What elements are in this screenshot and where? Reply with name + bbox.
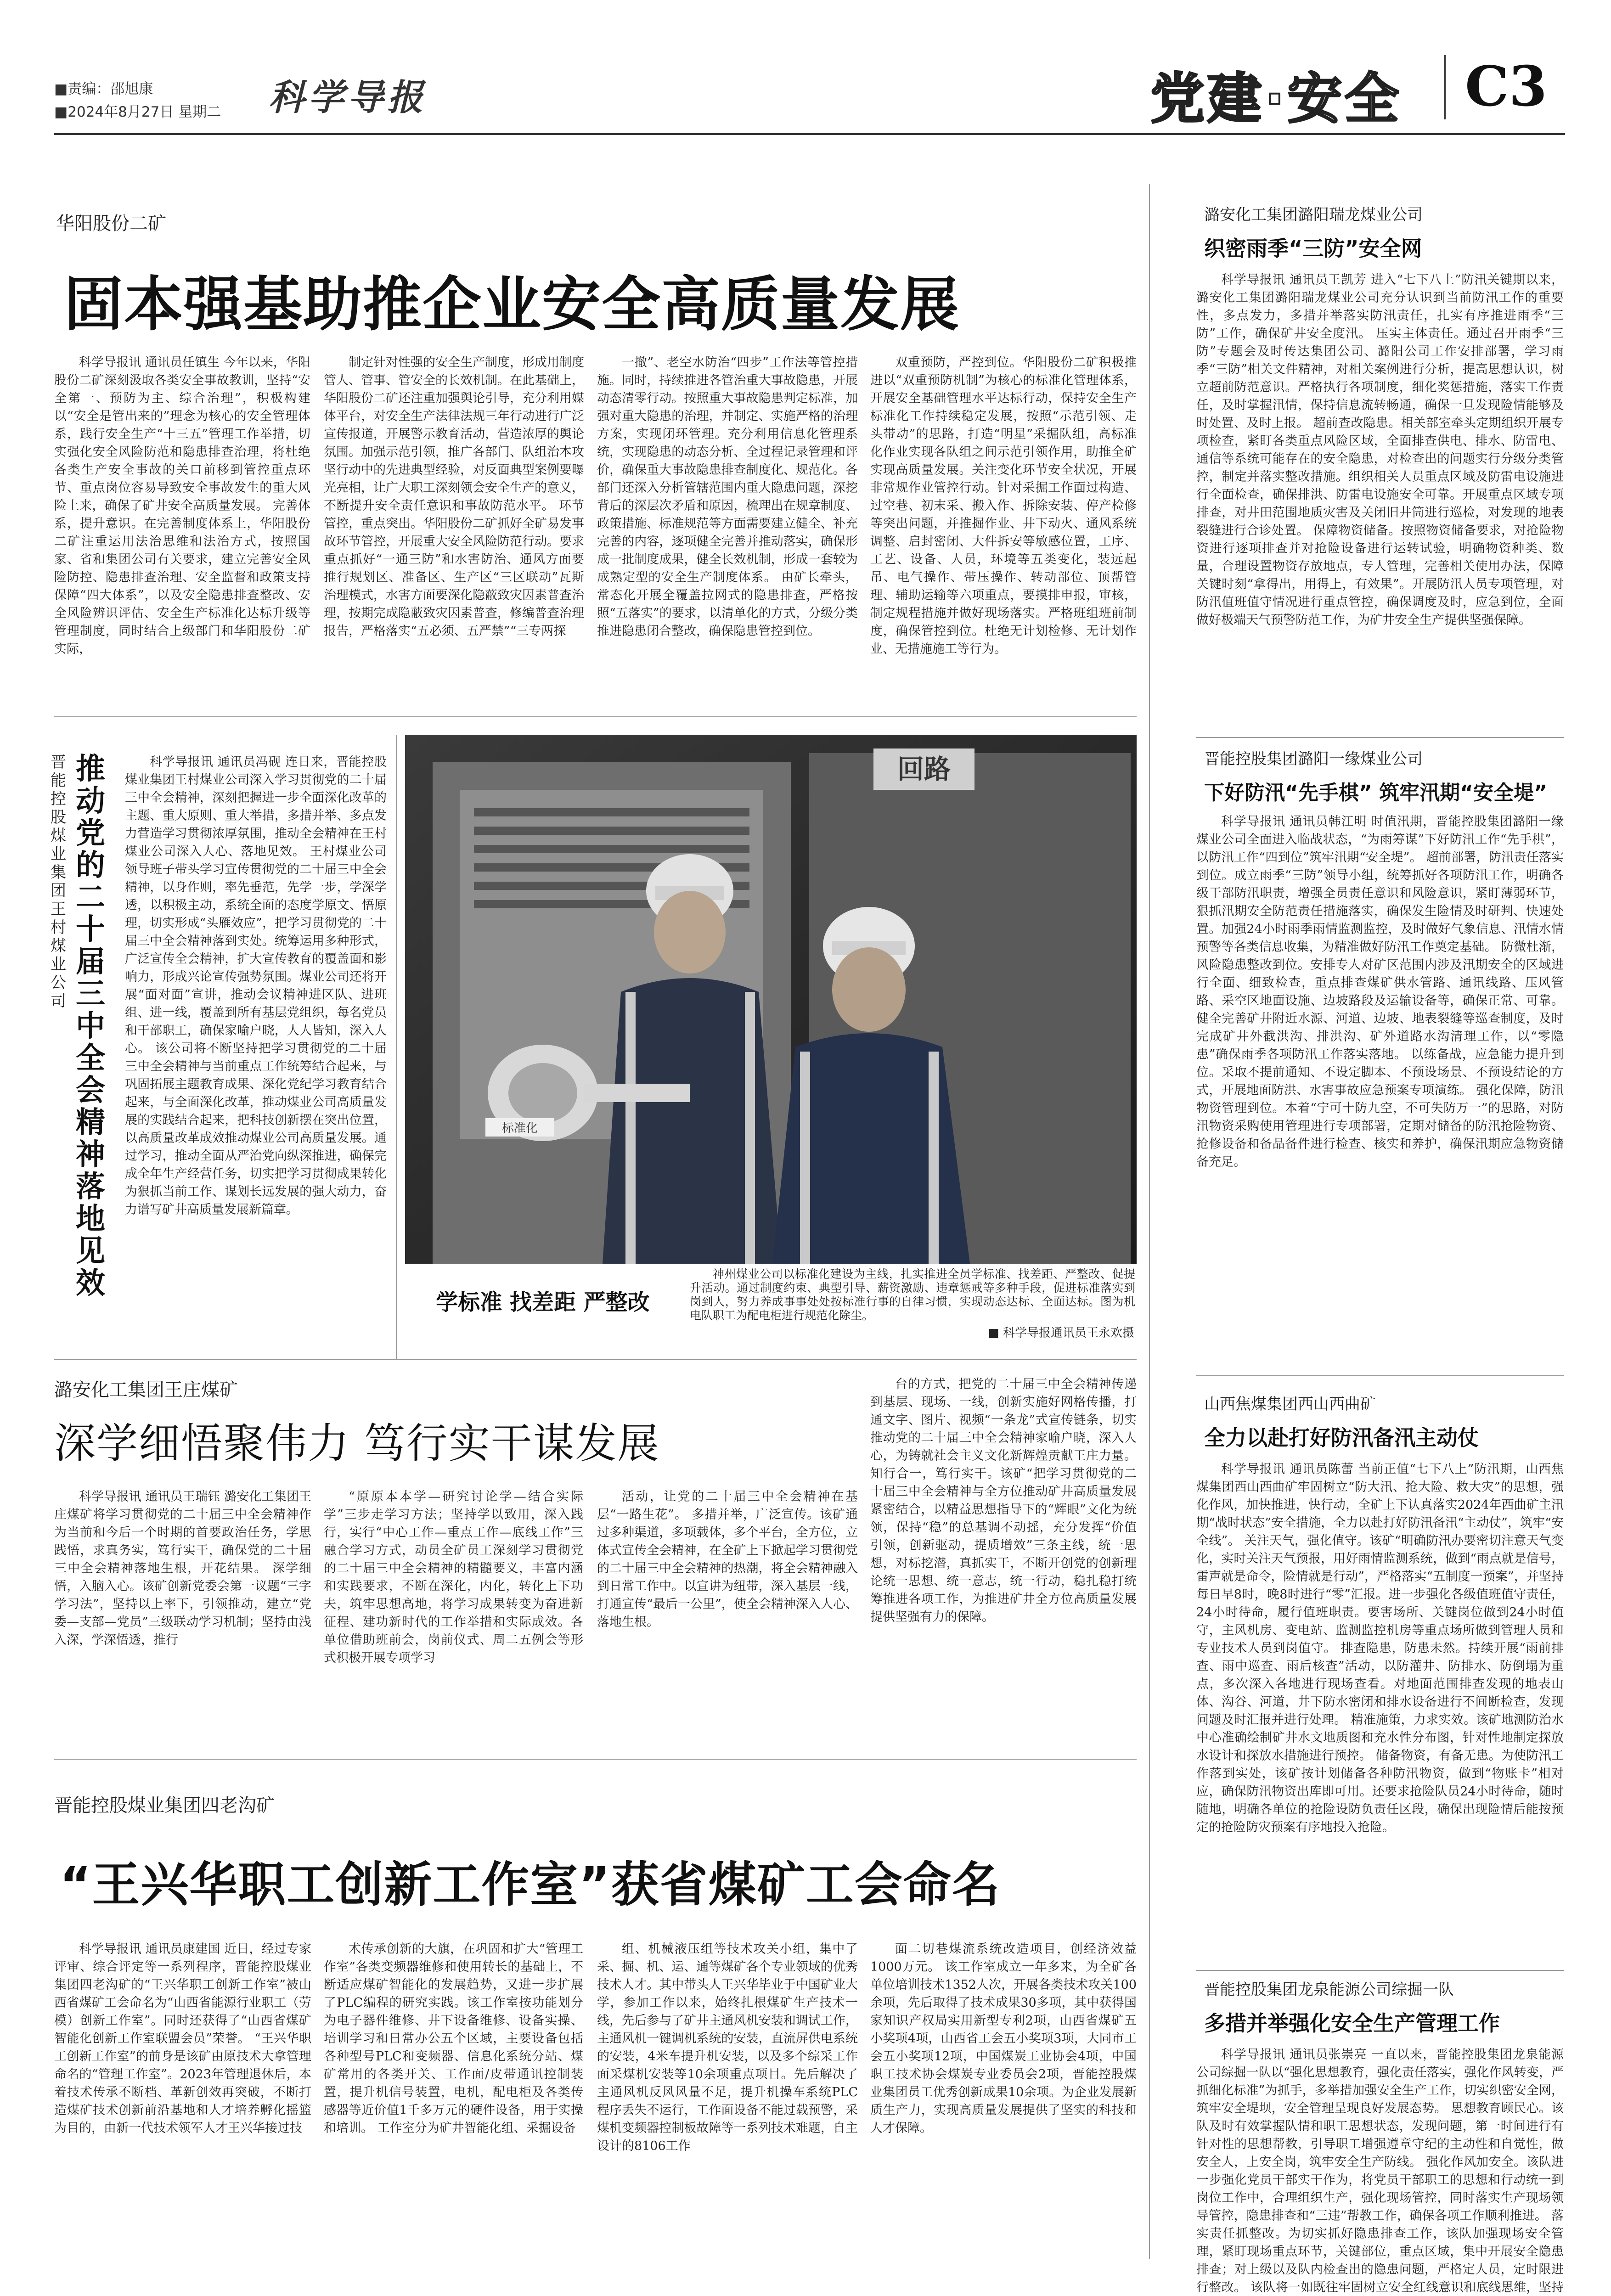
section-divider <box>1444 55 1446 119</box>
a3-kicker: 潞安化工集团王庄煤矿 <box>54 1379 238 1401</box>
date-line: ■2024年8月27日 星期二 <box>54 104 221 120</box>
r2-kicker: 晋能控股集团潞阳一缘煤业公司 <box>1204 750 1423 768</box>
photo-caption: 神州煤业公司以标准化建设为主线，扎实推进全员学标准、找差距、严整改、促提升活动。通过制度约束、典型引导、薪资激励、违章惩戒等多种手段，促进标准落实到岗到人，努力养成事事处处按标准行事的自律习惯，实现动态达标、全面达标。图为机电队职工为配电柜进行规范化除尘。 <box>690 1267 1135 1322</box>
a1-col2: 制定针对性强的安全生产制度，形成用制度管人、管事、管安全的长效机制。在此基础上，华阳股份二矿还注重加强舆论引导，充分利用媒体平台，对安全生产法律法规三年行动进行广泛宣传报道，开展警示教育活动，营造浓厚的舆论氛围。加强示范引领，推广各部门、队组治本攻坚行动中的先进典型经验，对反面典型案例要曝光亮相，让广大职工深刻领会安全生产的意义，不断提升安全责任意识和事故防范水平。 环节管控，重点突出。华阳股份二矿抓好全矿易发事故环节管控，开展重大安全风险防范行动。要求重点抓好“一通三防”和水害防治、通风方面要推行规划区、准备区、生产区“三区联动”瓦斯治理模式，水害方面要深化隐蔽致灾因素普查治理，按期完成隐蔽致灾因素普查，修编普查治理报告，严格落实“五必须、五严禁”“三专两探 <box>324 355 584 638</box>
photo-caption-box <box>681 1264 1137 1341</box>
paper-name-logo: 科学导报 <box>269 77 427 118</box>
section-title: 党建·安全 <box>1150 67 1402 130</box>
r2-body: 科学导报讯 通讯员韩江明 时值汛期，晋能控股集团潞阳一缘煤业公司全面进入临战状态，“为雨筹谋”下好防汛工作“先手棋”，以防汛工作“四到位”筑牢汛期“安全堤”。 超前部署，防汛责任落实到位。成立雨季“三防”领导小组，统筹抓好各项防汛工作，明确各级干部防汛职责，增强全员责任意识和风险意识，紧盯薄弱环节，狠抓汛期安全防范责任措施落实，确保发生险情及时研判、快速处置。加强24小时雨季雨情监测监控，及时做好气象信息、汛情水情预警等各类信息收集，为精准做好防汛工作奠定基础。 防微杜渐，风险隐患整改到位。安排专人对矿区范围内涉及汛期安全的区域进行全面、细致检查，重点排查煤矿供水管路、通讯线路、压风管路、采空区地面设施、边坡路段及运输设备等，确保正常、可靠。健全完善矿井附近水源、河道、边坡、地表裂缝等巡查制度，及时完成矿井外截洪沟、排洪沟、矿外道路水沟清理工作，以“零隐患”确保雨季各项防汛工作落实落地。 以练备战，应急能力提升到位。采取不提前通知、不设定脚本、不预设场景、不预设结论的方式，开展地面防洪、水害事故应急预案专项演练。 强化保障，防汛物资管理到位。本着“宁可十防九空，不可失防万一”的思路，对防汛物资采购使用管理进行专项部署，定期对储备的防汛抢险物资、抢修设备和备品备件进行检查、核实和养护，确保汛期应急物资储备充足。 <box>1196 815 1564 1169</box>
r2-bottom-rule <box>1196 1375 1564 1376</box>
r1-title: 织密雨季“三防”安全网 <box>1204 236 1422 261</box>
a3-col3: 活动，让党的二十届三中全会精神在基层“一路生花”。 多措并举，广泛宣传。该矿通过多种渠道，多项载体，多个平台，全方位，立体式宣传全会精神，在全矿上下掀起学习贯彻党的二十届三中全会精神的热潮，将全会精神融入到日常工作中。以宣讲为纽带，深入基层一线，打通宣传“最后一公里”，使全会精神深入人心、落地生根。 <box>597 1490 858 1629</box>
sign-text: 回路 <box>897 754 951 785</box>
r1-kicker: 潞安化工集团潞阳瑞龙煤业公司 <box>1204 206 1423 224</box>
r3-title: 全力以赴打好防汛备汛主动仗 <box>1204 1425 1479 1450</box>
r2-title: 下好防汛“先手棋” 筑牢汛期“安全堤” <box>1204 781 1547 805</box>
a1-col3: 一撤”、老空水防治“四步”工作法等管控措施。同时，持续推进各管治重大事故隐患，开展动态清零行动。按照重大事故隐患判定标准，加强对重大隐患的治理，并制定、实施严格的治理方案，实现闭环管理。充分利用信息化管理系统，实现隐患的动态分析、全过程记录管理和评价，确保重大事故隐患排查制度化、规范化。各部门还深入分析管辖范围内重大隐患问题，深挖背后的深层次矛盾和原因，梳理出在规章制度、政策措施、标准规范等方面需要建立健全、补充完善的内容，逐项健全完善并推动落实，确保形成一批制度成果，健全长效机制，形成一套较为成熟定型的安全生产制度体系。 由矿长牵头，常态化开展全覆盖拉网式的隐患排查，严格按照“五落实”的要求，以清单化的方式，分级分类推进隐患闭合整改，确保隐患管控到位。 <box>597 355 858 638</box>
a2-right-rule <box>396 735 397 1359</box>
a4-kicker: 晋能控股煤业集团四老沟矿 <box>54 1795 275 1816</box>
r1-body: 科学导报讯 通讯员王凯芳 进入“七下八上”防汛关键期以来，潞安化工集团潞阳瑞龙煤业公司充分认识到当前防汛工作的重要性，多点发力，多措并举落实防汛责任，扎实有序推进雨季“三防”工作，确保矿井安全度汛。 压实主体责任。通过召开雨季“三防”专题会及时传达集团公司、潞阳公司工作安排部署，学习雨季“三防”相关文件精神，对相关案例进行分析，提高思想认识，树立超前防范意识。严格执行各项制度，细化奖惩措施，落实工作责任，及时掌握汛情，保持信息流转畅通，确保一旦发现险情能够及时处置、及时上报。 超前查改隐患。相关部室牵头定期组织开展专项检查，紧盯各类重点风险区域，全面排查供电、排水、防雷电、通信等系统可能存在的安全隐患，对检查出的问题实行分级分类管控，制定并落实整改措施。组织相关人员重点区域及防雷电设施进行全面检查，确保排洪、防雷电设施安全可靠。开展重点区域专项排查，对井田范围地质灾害及关闭旧井筒进行巡检，对发现的地表裂缝进行合诊处置。 保障物资储备。按照物资储备要求，对抢险物资进行逐项排查并对抢险设备进行运转试验，明确物资种类、数量，合理设置物资存放地点，专人管理，完善相关使用办法，保障关键时刻“拿得出，用得上，有效果”。开展防汛人员专项管理，对防汛值班值守情况进行重点管控，确保调度及时，应急到位，全面做好极端天气预警防范工作，为矿井安全生产提供坚强保障。 <box>1196 273 1564 627</box>
r3-kicker: 山西焦煤集团西山西曲矿 <box>1204 1395 1376 1413</box>
a2-kicker: 晋能控股煤业集团王村煤业公司 <box>51 753 66 1010</box>
a3-bottom-rule <box>54 1759 1137 1760</box>
a1-kicker: 华阳股份二矿 <box>56 213 166 234</box>
masthead <box>0 0 1611 152</box>
r3-bottom-rule <box>1196 1970 1564 1971</box>
a3-col2: “原原本本学—研究讨论学—结合实际学”三步走学习方法；坚持学以致用，深入践行，实行“中心工作—重点工作—底线工作”三融合学习方式，动员全矿员工深刻学习贯彻党的二十届三中全会精神的精髓要义，丰富内涵和实践要求，不断在深化，内化，转化上下功夫，筑牢思想高地，将学习成果转变为奋进新征程、建功新时代的工作举措和实际成效。各单位借助班前会，岗前仪式、周二五例会等形式积极开展专项学习 <box>324 1490 583 1665</box>
a1-bottom-rule <box>54 716 1137 717</box>
a4-col4: 面二切巷煤流系统改造项目，创经济效益1000万元。 该工作室成立一年多来，为全矿各单位培训技术1352人次，开展各类技术攻关100余项，先后取得了技术成果30多项，其中获得国家知识产权局实用新型专利2项，山西省煤矿五小奖项4项，山西省工会五小奖项3项，大同市工会五小奖项12项，中国煤炭工业协会4项，中国职工技术协会煤炭专业委员会2项，晋能控股煤业集团员工优秀创新成果10余项。为企业发展新质生产力，实现高质量发展提供了坚实的科技和人才保障。 <box>870 1942 1137 2135</box>
tag-text: 标准化 <box>501 1121 538 1135</box>
page-number: C3 <box>1465 54 1548 119</box>
right-column-rule <box>1149 184 1150 2259</box>
a4-col2: 术传承创新的大旗，在巩固和扩大“管理工作室”各类变频器维修和使用转长的基础上，不断适应煤矿智能化的发展趋势，又进一步扩展了PLC编程的研究实践。该工作室按功能划分为电子器件维修、井下设备维修、设备实操、培训学习和日常办公五个区域，主要设备包括各种型号PLC和变频器、信息化系统分站、煤矿常用的各类开关、工作面/皮带通讯控制装置，提升机信号装置，电机，配电柜及各类传感器等近价值1千多万元的硬件设备，用于实操和培训。 工作室分为矿井智能化组、采掘设备 <box>324 1942 583 2135</box>
a1-col1: 科学导报讯 通讯员任镇生 今年以来，华阳股份二矿深刻汲取各类安全事故教训，坚持“安全第一、预防为主、综合治理”，积极构建以“安全是管出来的”理念为核心的安全管理体系，践行安全生产“十三五”管理工作举措，切实强化安全风险防范和隐患排查治理，将杜绝各类生产安全事故的关口前移到管控重点环节、重点岗位容易导致安全事故发生的重大风险上来，确保了矿井安全高质量发展。 完善体系，提升意识。在完善制度体系上，华阳股份二矿注重运用法治思维和法治方式，按照国家、省和集团公司有关要求，建立完善安全风险防控、隐患排查治理、安全监督和政策支持保障“四大体系”，以及安全隐患排查整改、安全风险辨识评估、安全生产标准化达标升级等管理制度，同时结合上级部门和华阳股份二矿实际， <box>54 355 310 656</box>
a1-col4: 双重预防，严控到位。华阳股份二矿积极推进以“双重预防机制”为核心的标准化管理体系，开展安全基础管理水平达标行动，保持安全生产标准化工作持续稳定发展，按照“示范引领、走头带动”的思路，打造“明星”采掘队组，高标准化作业实现各队组之间示范引领作用，助推全矿实现高质量发展。关注变化环节安全状况，开展非常规作业管控行动。针对采掘工作面过构造、过空巷、初末采、搬入作、拆除安装、停产检修等突出问题，并推掘作业、井下动火、通风系统调整、启封密闭、大件拆安等敏感位置，工序、工艺、设备、人员，环境等五类变化，装远起吊、电气操作、带压操作、转动部位、顶帮管理、辅助运输等六项重点，要摸排申报，审核，制定规程措施并做好现场落实。严格班组班前制度，确保管控到位。杜绝无计划检修、无计划作业、无措施施工等行为。 <box>870 355 1137 656</box>
masthead-rule <box>54 133 1565 135</box>
photo-image <box>405 735 1137 1264</box>
editor-line: ■责编：邵旭康 <box>54 81 153 97</box>
r4-kicker: 晋能控股集团龙泉能源公司综掘一队 <box>1204 1981 1454 1999</box>
photo-credit: ■ 科学导报通讯员王永欢摄 <box>988 1326 1134 1340</box>
a4-title: “王兴华职工创新工作室”获省煤矿工会命名 <box>60 1857 1001 1913</box>
a4-col1: 科学导报讯 通讯员康建国 近日，经过专家评审、综合评定等一系列程序，晋能控股煤业集团四老沟矿的“王兴华职工创新工作室”被山西省煤矿工会命名为“山西省能源行业职工（劳模）创新工作室”。同时还获得了“山西省煤矿智能化创新工作室联盟会员”荣誉。 “王兴华职工创新工作室”的前身是该矿由原技术大拿管理命名的“管理工作室”。2023年管理退休后，本着技术传承不断档、革新创效再突破，不断打造煤矿技术创新前沿基地和人才培养孵化摇篮为目的，由新一代技术领军人才王兴华接过技 <box>54 1942 311 2135</box>
photo-feature <box>405 735 1137 1341</box>
a1-title: 固本强基助推企业安全高质量发展 <box>64 270 960 339</box>
a3-col4: 台的方式，把党的二十届三中全会精神传递到基层、现场、一线，创新实施好网格传播，打通文字、图片、视频“一条龙”式宣传链条，切实推动党的二十届三中全会精神家喻户晓，深入人心，为铸就社会主义文化新辉煌贡献王庄力量。 知行合一，笃行实干。该矿“把学习贯彻党的二十届三中全会精神与全方位推动矿井高质量发展紧密结合，以精益思想指导下的“辉眼”文化为统领，保持“稳”的总基调不动摇，充分发挥“价值引领，创新驱动，提质增效”三条主线，统一思想，对标挖潜，真抓实干，不断开创党的创新理论统一思想、统一意志，统一行动，稳扎稳打统筹推进各项工作，为推进矿井全方位高质量发展提供坚强有力的保障。 <box>870 1377 1137 1624</box>
photo-label: 学标准 找差距 严整改 <box>436 1289 650 1315</box>
a3-title: 深学细悟聚伟力 笃行实干谋发展 <box>54 1419 660 1468</box>
r4-body: 科学导报讯 通讯员张崇亮 一直以来，晋能控股集团龙泉能源公司综掘一队以“强化思想教育，强化责任落实，强化作风转变，严抓细化标准”为抓手，多举措加强安全生产工作，切实织密安全网，筑牢安全堤坝，安全管理呈现良好发展态势。 思想教育顾民心。该队及时有效掌握队情和职工思想状态，发现问题，第一时间进行有针对性的思想帮教，引导职工增强遵章守纪的主动性和自觉性，做安全人，上安全岗，筑牢安全生产防线。 强化作风加安全。该队进一步强化党员干部实干作为，将党员干部职工的思想和行动统一到岗位工作中，合理组织生产，强化现场管控，同时落实生产现场领导管控，隐患排查和“三违”帮教工作，确保各项工作顺利推进。 落实责任抓整改。为切实抓好隐患排查工作，该队加强现场安全管理，紧盯现场重点环节，关键部位，重点区域，集中开展安全隐患排查；对上级以及队内检查出的隐患问题，严格定人员，定时限进行整改。 该队将一如既往牢固树立安全红线意识和底线思维，坚持 <box>1196 2048 1564 2295</box>
r3-body: 科学导报讯 通讯员陈蕾 当前正值“七下八上”防汛期，山西焦煤集团西山西曲矿牢固树立“防大汛、抢大险、救大灾”的思想，强化作风，加快推进，快行动，全矿上下认真落实2024年西曲矿主汛期“战时状态”安全措施，全力以赴打好防汛备汛“主动仗”，筑牢“安全线”。 关注天气，强化值守。该矿“明确防汛办要密切注意天气变化，实时关注天气预报，用好雨情监测系统，做到“雨点就是信号，雷声就是命令，险情就是行动”，严格落实“五制度一预案”，并坚持每日早8时，晚8时进行“零”汇报。进一步强化各级值班值守责任，24小时待命，履行值班职责。要害场所、关键岗位做到24小时值守，主风机房、变电站、监测监控机房等重点场所做到管理人员和专业技术人员到岗值守。 排查隐患，防患未然。持续开展“雨前排查、雨中巡查、雨后核查”活动，以防灌井、防排水、防倒塌为重点，多次深入各地进行现场查看。对地面范围排查发现的地表山体、沟谷、河道，井下防水密闭和排水设备进行不间断检查，发现问题及时汇报并进行处理。 精准施策，力求实效。该矿地测防治水中心准确绘制矿井水文地质图和充水性分布图，针对性地制定探放水设计和探放水措施进行预控。 储备物资，有备无患。为使防汛工作落到实处，该矿按计划储备各种防汛物资，做到“物账卡”相对应，确保防汛物资出库即可用。还要求抢险队员24小时待命，随时随地，明确各单位的抢险设防负责任区段，确保出现险情后能按预定的抢险防灾预案有序地投入抢险。 <box>1196 1462 1564 1835</box>
a4-col3: 组、机械液压组等技术攻关小组，集中了采、掘、机、运、通等煤矿各个专业领域的优秀技术人才。其中带头人王兴华毕业于中国矿业大学，参加工作以来，始终扎根煤矿生产技术一线，先后参与了矿井主通风机安装和调试工作，主通风机一键调机系统的安装，直流屏供电系统的安装，4米车提升机安装，以及多个综采工作面采煤机安装等10余项重点项目。先后解决了主通风机反风风量不足，提升机操车系统PLC程序丢失不运行，工作面设备不能过载预警，采煤机变频器控制板故障等一系列技术难题，自主设计的8106工作 <box>597 1942 858 2153</box>
r1-bottom-rule <box>1196 737 1564 738</box>
a2-title: 推动党的二十届三中全会精神落地见效 <box>76 752 105 1300</box>
a2-col1: 科学导报讯 通讯员冯砚 连日来，晋能控股煤业集团王村煤业公司深入学习贯彻党的二十届三中全会精神，深刻把握进一步全面深化改革的主题、重大原则、重大举措，多措并举、多点发力营造学习贯彻浓厚氛围，推动全会精神在王村煤业公司深入人心、落地见效。 王村煤业公司领导班子带头学习宣传贯彻党的二十届三中全会精神，以身作则，率先垂范，先学一步，学深学透，以积极主动，系统全面的态度学原文、悟原理，切实形成“头雁效应”，把学习贯彻党的二十届三中全会精神落到实处。统筹运用多种形式，广泛宣传全会精神，扩大宣传教育的覆盖面和影响力，形成兴论宣传强势氛围。煤业公司还将开展“面对面”宣讲，推动会议精神进区队、进班组、进一线，覆盖到所有基层党组织，每名党员和干部职工，确保家喻户晓，人人皆知，深入人心。 该公司将不断坚持把学习贯彻党的二十届三中全会精神与当前重点工作统筹结合起来，与巩固拓展主题教育成果、深化党纪学习教育结合起来，与全面深化改革，推动煤业公司高质量发展的实践结合起来，把科技创新摆在突出位置，以高质量改革成效推动煤业公司高质量发展。通过学习，推动全面从严治党向纵深推进，确保完成全年生产经营任务，切实把学习贯彻成果转化为狠抓当前工作、谋划长远发展的强大动力，奋力谱写矿井高质量发展新篇章。 <box>125 755 387 1217</box>
a3-col1: 科学导报讯 通讯员王瑞钰 潞安化工集团王庄煤矿将学习贯彻党的二十届三中全会精神作为当前和今后一个时期的首要政治任务，学思践悟，求真务实，笃行实干，确保党的二十届三中全会精神落地生根，开花结果。 深学细悟，入脑入心。该矿创新党委会第一议题“三字学习法”，坚持以上率下，引领推动，建立“党委—支部—党员”三级联动学习机制；坚持由浅入深，学深悟透，推行 <box>54 1490 311 1647</box>
r4-title: 多措并举强化安全生产管理工作 <box>1204 2011 1500 2036</box>
photo-bottom-rule <box>54 1359 1137 1360</box>
